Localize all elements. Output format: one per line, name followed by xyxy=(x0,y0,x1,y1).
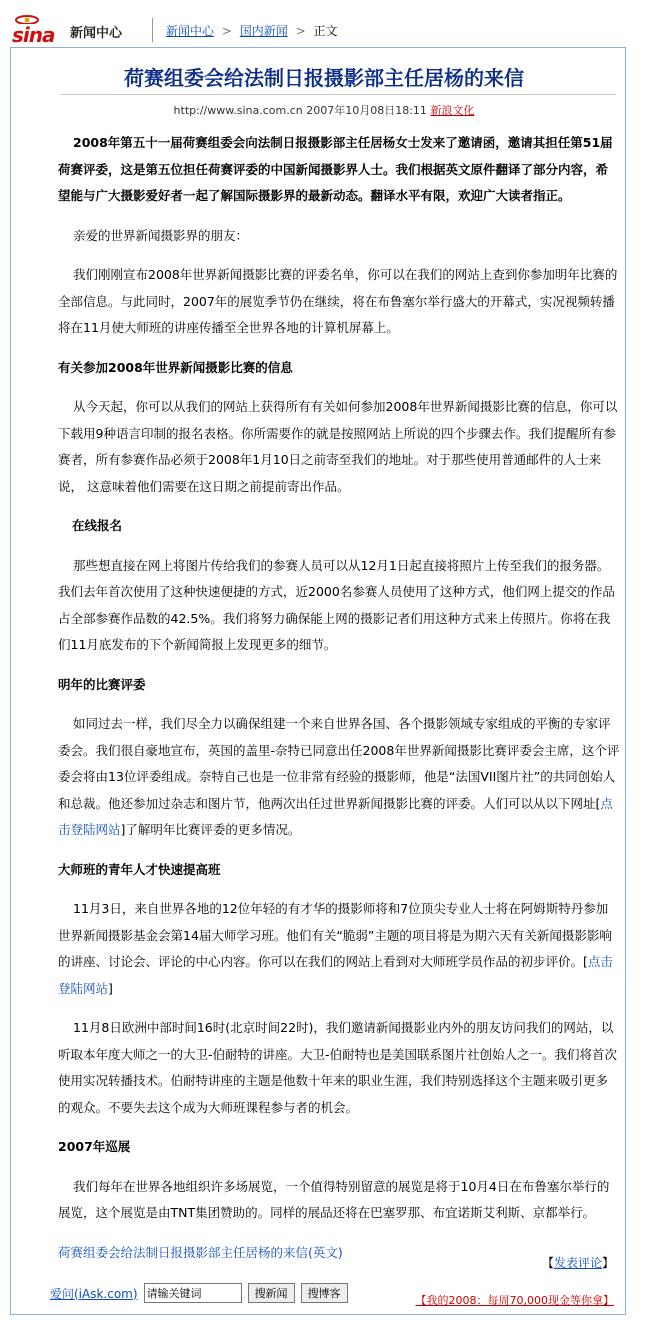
search-input[interactable] xyxy=(144,1283,242,1303)
search-bar xyxy=(50,1282,348,1304)
title-divider xyxy=(60,94,616,95)
article-date: 2007年10月08日18:11 xyxy=(306,104,427,117)
english-version-link[interactable]: 荷赛组委会给法制日报摄影部主任居杨的来信(英文) xyxy=(58,1244,343,1260)
paragraph xyxy=(58,711,620,844)
article-meta xyxy=(0,102,648,118)
breadcrumb-domestic-news[interactable]: 国内新闻 xyxy=(239,24,288,38)
search-news-button[interactable]: 搜新闻 xyxy=(248,1283,295,1303)
paragraph: 我们每年在世界各地组织许多场展览，一个值得特别留意的展览是将于10月4日在布鲁塞尔举行的展览，这个展览是由TNT集团赞助的。同样的展品还将在巴塞罗那、布宜诺斯艾利斯、京都举行。 xyxy=(58,1178,610,1220)
breadcrumb xyxy=(166,22,337,39)
paragraph-text: ] xyxy=(108,980,113,996)
breadcrumb-news-center[interactable]: 新闻中心 xyxy=(166,24,215,38)
iask-link[interactable]: 爱问(iAsk.com) xyxy=(50,1286,138,1301)
post-comment-link[interactable]: 发表评论 xyxy=(553,1256,602,1270)
article-title: 荷赛组委会给法制日报摄影部主任居杨的来信 xyxy=(124,66,524,90)
paragraph: 11月8日欧洲中部时间16时(北京时间22时)，我们邀请新闻摄影业内外的朋友访问我们的网站，以听取本年度大师之一的大卫-伯耐特的讲座。大卫-伯耐特也是美国联系图片社创始人之一。我们将首次使用实况转播技术。伯耐特讲座的主题是他数十年来的职业生涯，我们特别选择这个主题来吸引更多的观众。不要失去这个成为大师班课程参与者的机会。 xyxy=(58,1020,618,1115)
header-divider xyxy=(152,18,153,42)
paragraph xyxy=(58,896,620,1002)
breadcrumb-current: 正文 xyxy=(313,24,338,38)
paragraph-text: 如同过去一样，我们尽全力以确保组建一个来自世界各国、各个摄影领域专家组成的平衡的专家评委会。我们很自豪地宣布，英国的盖里-奈特已同意出任2008年世界新闻摄影比赛评委会主席，这个评委会将由13位评委组成。奈特自己也是一位非常有经验的摄影师，他是“法国VII图片社”的共同创始人和总裁。他还参加过杂志和图片节，他两次出任过世界新闻摄影比赛的评委。人们可以从以下网址[ xyxy=(58,716,620,811)
sina-logo[interactable] xyxy=(10,14,66,47)
site-name: 新闻中心 xyxy=(70,26,123,41)
article-url: http://www.sina.com.cn xyxy=(173,104,303,117)
masterclass-site-link[interactable]: 点击登陆网站 xyxy=(58,954,613,996)
section-heading: 在线报名 xyxy=(72,518,123,533)
lead-paragraph: 2008年第五十一届荷赛组委会向法制日报摄影部主任居杨女士发来了邀请函，邀请其担任第51届荷赛评委，这是第五位担任荷赛评委的中国新闻摄影界人士。我们根据英文原件翻译了部分内容，希望能与广大摄影爱好者一起了解国际摄影界的最新动态。翻译水平有限，欢迎广大读者指正。 xyxy=(58,135,613,203)
article-body xyxy=(58,130,620,1279)
search-blog-button[interactable]: 搜博客 xyxy=(301,1283,348,1303)
section-heading: 有关参加2008年世界新闻摄影比赛的信息 xyxy=(58,359,293,375)
section-heading: 2007年巡展 xyxy=(58,1139,131,1154)
paragraph: 我们刚刚宣布2008年世界新闻摄影比赛的评委名单，你可以在我们的网站上查到你参加明年比赛的全部信息。与此同时，2007年的展览季节仍在继续，将在布鲁塞尔举行盛大的开幕式，实况视频转播将在11月使大师班的讲座传播至全世界各地的计算机屏幕上。 xyxy=(58,267,618,335)
section-heading: 大师班的青年人才快速提高班 xyxy=(58,861,221,877)
paragraph: 从今天起，你可以从我们的网站上获得所有有关如何参加2008年世界新闻摄影比赛的信息，你可以下载用9种语言印制的报名表格。你所需要作的就是按照网站上所说的四个步骤去作。我们提醒所有参赛者，所有参赛作品必须于2008年1月10日之前寄至我们的地址。对于那些使用普通邮件的人士来说， 这意味着他们需要在这日期之前提前寄出作品。 xyxy=(58,399,618,494)
section-heading: 明年的比赛评委 xyxy=(58,676,146,692)
paragraph: 那些想直接在网上将图片传给我们的参赛人员可以从12月1日起直接将照片上传至我们的报务器。我们去年首次使用了这种快速便捷的方式，近2000名参赛人员使用了这种方式，他们网上提交的作品占全部参赛作品数的42.5%。我们将努力确保能上网的摄影记者们用这种方式来上传照片。你将在我们11月底发布的下个新闻简报上发现更多的细节。 xyxy=(58,557,615,652)
bracket: 【 xyxy=(541,1256,554,1270)
paragraph-text: ]了解明年比赛评委的更多情况。 xyxy=(120,822,301,837)
bracket: 】 xyxy=(601,1256,614,1270)
comment-area xyxy=(542,1254,614,1271)
header xyxy=(0,0,648,46)
sina-logo-text: sina xyxy=(12,23,55,47)
promo-link[interactable]: 【我的2008：每周70,000现金等你拿】 xyxy=(415,1294,614,1307)
greeting: 亲爱的世界新闻摄影界的朋友： xyxy=(73,227,249,243)
judges-site-link[interactable]: 点击登陆网站 xyxy=(58,795,613,837)
breadcrumb-separator: > xyxy=(295,24,306,38)
article-source-link[interactable]: 新浪文化 xyxy=(430,104,475,117)
paragraph-text: 11月3日，来自世界各地的12位年轻的有才华的摄影师将和7位顶尖专业人士将在阿姆斯特丹参加世界新闻摄影基金会第14届大师学习班。他们有关“脆弱”主题的项目将是为期六天有关新闻摄影影响的讲座、讨论会、评论的中心内容。你可以在我们的网站上看到对大师班学员作品的初步评价。[ xyxy=(58,901,612,969)
breadcrumb-separator: > xyxy=(221,24,232,38)
